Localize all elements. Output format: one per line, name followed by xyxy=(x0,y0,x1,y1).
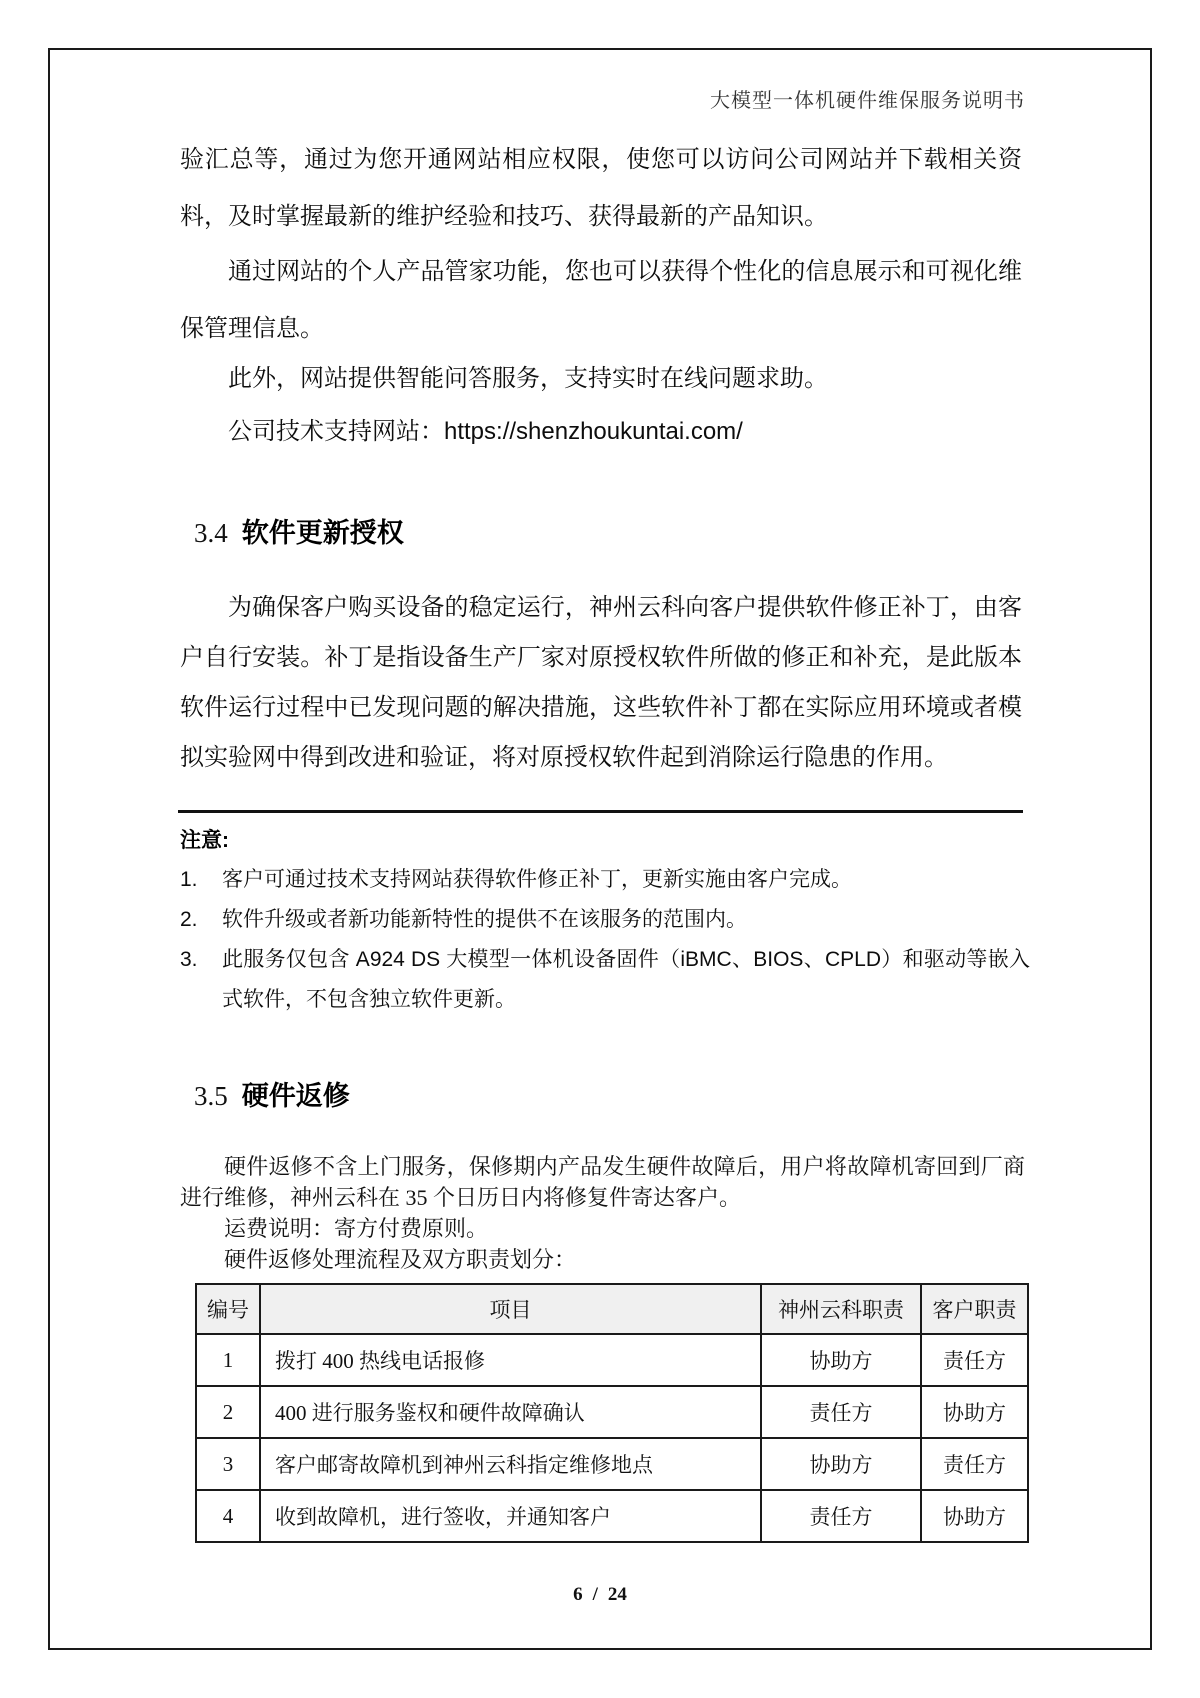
col-header-customer-duty: 客户职责 xyxy=(921,1284,1028,1334)
cell-number: 2 xyxy=(196,1386,260,1438)
responsibilities-table xyxy=(195,1283,1029,1543)
cell-item: 收到故障机，进行签收，并通知客户 xyxy=(260,1490,761,1542)
page-header-title: 大模型一体机硬件维保服务说明书 xyxy=(710,90,1025,112)
cell-item: 400 进行服务鉴权和硬件故障确认 xyxy=(260,1386,761,1438)
cell-vendor-duty: 协助方 xyxy=(761,1438,921,1490)
table-row xyxy=(196,1386,1028,1438)
intro-paragraph-continuation: 验汇总等，通过为您开通网站相应权限，使您可以访问公司网站并下载相关资料，及时掌握最新的维护经验和技巧、获得最新的产品知识。 xyxy=(180,146,1022,230)
note-item xyxy=(180,900,1030,940)
section-3-5-body xyxy=(180,1151,1025,1275)
table-header-row xyxy=(196,1284,1028,1334)
footer-page-number xyxy=(0,1584,1200,1606)
cell-customer-duty: 责任方 xyxy=(921,1334,1028,1386)
section-heading-3-5 xyxy=(194,1074,350,1113)
footer-total-pages: 24 xyxy=(607,1584,627,1605)
cell-customer-duty: 协助方 xyxy=(921,1490,1028,1542)
table-row xyxy=(196,1490,1028,1542)
intro-paragraph-product-manager: 通过网站的个人产品管家功能，您也可以获得个性化的信息展示和可视化维保管理信息。 xyxy=(180,258,1022,342)
cell-item: 拨打 400 热线电话报修 xyxy=(260,1334,761,1386)
cell-item: 客户邮寄故障机到神州云科指定维修地点 xyxy=(260,1438,761,1490)
footer-separator: / xyxy=(592,1584,598,1605)
cell-vendor-duty: 协助方 xyxy=(761,1334,921,1386)
cell-customer-duty: 协助方 xyxy=(921,1386,1028,1438)
note-item xyxy=(180,940,1030,1020)
note-list xyxy=(180,860,1030,1020)
table-intro-paragraph: 硬件返修处理流程及双方职责划分： xyxy=(224,1247,577,1272)
intro-paragraph-support-website: 公司技术支持网站：https://shenzhoukuntai.com/ xyxy=(228,418,743,445)
note-item-number: 3. xyxy=(180,948,198,971)
table-row xyxy=(196,1334,1028,1386)
section-heading-3-4 xyxy=(194,511,404,550)
hardware-return-paragraph: 硬件返修不含上门服务，保修期内产品发生硬件故障后，用户将故障机寄回到厂商进行维修，神州云科在 35 个日历日内将修复件寄达客户。 xyxy=(180,1154,1025,1210)
cell-number: 3 xyxy=(196,1438,260,1490)
cell-vendor-duty: 责任方 xyxy=(761,1490,921,1542)
section-title: 软件更新授权 xyxy=(241,518,404,548)
note-item-text: 软件升级或者新功能新特性的提供不在该服务的范围内。 xyxy=(222,908,747,931)
note-item-text: 客户可通过技术支持网站获得软件修正补丁，更新实施由客户完成。 xyxy=(222,868,852,891)
section-number: 3.4 xyxy=(194,518,228,548)
col-header-item: 项目 xyxy=(260,1284,761,1334)
footer-current-page: 6 xyxy=(573,1584,583,1605)
note-item-text: 此服务仅包含 A924 DS 大模型一体机设备固件（iBMC、BIOS、CPLD）和驱动等嵌入式软件，不包含独立软件更新。 xyxy=(222,948,1030,1011)
note-item xyxy=(180,860,1030,900)
cell-customer-duty: 责任方 xyxy=(921,1438,1028,1490)
col-header-number: 编号 xyxy=(196,1284,260,1334)
cell-number: 1 xyxy=(196,1334,260,1386)
intro-paragraph-qa-service: 此外，网站提供智能问答服务，支持实时在线问题求助。 xyxy=(228,365,828,392)
note-item-number: 2. xyxy=(180,908,198,931)
section-title: 硬件返修 xyxy=(241,1081,350,1111)
note-label: 注意: xyxy=(180,829,229,852)
section-number: 3.5 xyxy=(194,1081,228,1111)
cell-number: 4 xyxy=(196,1490,260,1542)
col-header-vendor-duty: 神州云科职责 xyxy=(761,1284,921,1334)
cell-vendor-duty: 责任方 xyxy=(761,1386,921,1438)
table-row xyxy=(196,1438,1028,1490)
shipping-note-paragraph: 运费说明：寄方付费原则。 xyxy=(224,1216,489,1241)
note-item-number: 1. xyxy=(180,868,198,891)
note-separator-rule xyxy=(178,810,1023,813)
section-3-4-body: 为确保客户购买设备的稳定运行，神州云科向客户提供软件修正补丁，由客户自行安装。补丁是指设备生产厂家对原授权软件所做的修正和补充，是此版本软件运行过程中已发现问题的解决措施，这些软件补丁都在实际应用环境或者模拟实验网中得到改进和验证，将对原授权软件起到消除运行隐患的作用。 xyxy=(180,594,1022,771)
